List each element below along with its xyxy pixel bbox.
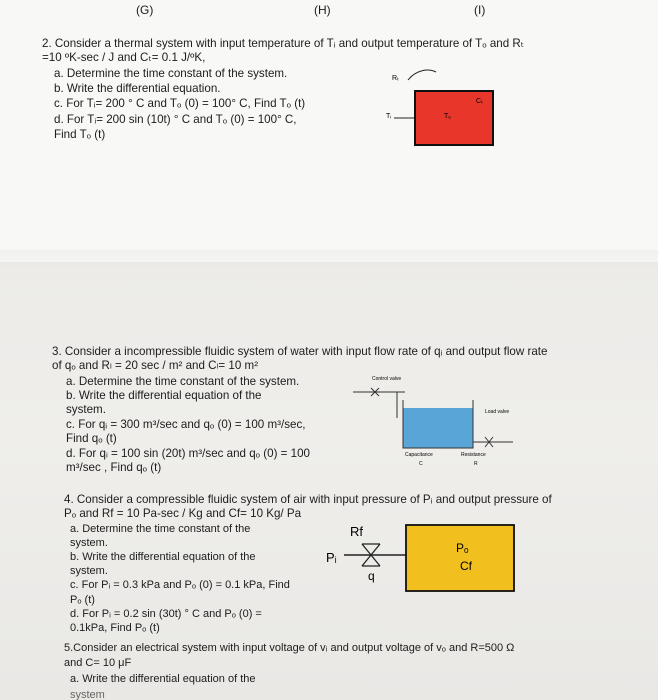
q5-part-a2: system — [70, 689, 105, 700]
ti-label: Tᵢ — [386, 113, 392, 120]
header-g: (G) — [136, 3, 154, 17]
q4-part-d1: d. For Pᵢ = 0.2 sin (30t) ° C and Pₒ (0) = — [70, 608, 262, 620]
header-h: (H) — [314, 3, 331, 17]
q4-part-c2: Pₒ (t) — [70, 594, 95, 606]
q4-part-d2: 0.1kPa, Find Pₒ (t) — [70, 622, 160, 634]
q4-part-b2: system. — [70, 565, 108, 577]
q3-line2: of qₒ and Rₗ = 20 sec / m² and Cₗ= 10 m² — [52, 359, 259, 372]
q3-part-b1: b. Write the differential equation of the — [66, 389, 262, 402]
to-label: Tₒ — [444, 113, 451, 120]
q2-part-a: a. Determine the time constant of the system. — [54, 67, 288, 80]
capacitance-symbol: C — [419, 461, 423, 467]
thermal-system-diagram — [380, 58, 520, 150]
q-label: q — [368, 569, 375, 583]
q3-line1: 3. Consider a incompressible fluidic system of water with input flow rate of qᵢ and output flow rate — [52, 345, 548, 358]
pi-label: Pᵢ — [326, 550, 337, 565]
air-vessel — [406, 525, 514, 591]
ct-label: Cₜ — [476, 98, 484, 105]
po-label: Pₒ — [456, 541, 469, 555]
q4-line2: Pₒ and Rf = 10 Pa-sec / Kg and Cf= 10 Kg/ Pa — [64, 507, 302, 520]
q4-part-c1: c. For Pᵢ = 0.3 kPa and Pₒ (0) = 0.1 kPa, Find — [70, 579, 290, 591]
control-valve-label: Control valve — [372, 376, 402, 382]
load-valve-label: Load valve — [485, 409, 510, 415]
rt-arrow — [408, 70, 436, 80]
cf-label: Cf — [460, 559, 472, 573]
q5-line1: 5.Consider an electrical system with input voltage of vᵢ and output voltage of vₒ and R=500 Ω — [64, 642, 515, 654]
capacitance-label: Capacitance — [405, 452, 433, 458]
q3-part-a: a. Determine the time constant of the system. — [66, 375, 300, 388]
q2-part-b: b. Write the differential equation. — [54, 82, 221, 95]
pneumatic-system-diagram — [320, 520, 520, 596]
q4-part-a1: a. Determine the time constant of the — [70, 523, 251, 535]
q2-line2: =10 ºK-sec / J and Cₜ= 0.1 J/ºK, — [42, 51, 206, 64]
fluid-tank-diagram — [335, 370, 525, 472]
header-i: (I) — [474, 3, 486, 17]
q4-part-b1: b. Write the differential equation of the — [70, 551, 256, 563]
q2-part-c: c. For Tᵢ= 200 ° C and Tₒ (0) = 100° C, Find Tₒ (t) — [54, 97, 306, 110]
rt-label: Rₜ — [392, 75, 400, 82]
q2-part-d2: Find Tₒ (t) — [54, 128, 106, 141]
q5-line2: and C= 10 μF — [64, 657, 132, 669]
page-fold-shadow — [0, 250, 658, 268]
q3-part-c2: Find qₒ (t) — [66, 432, 117, 445]
rf-label: Rf — [350, 524, 363, 539]
resistance-symbol: R — [474, 461, 478, 467]
tank-water — [403, 408, 473, 448]
q4-part-a2: system. — [70, 537, 108, 549]
q3-part-d2: m³/sec , Find qₒ (t) — [66, 461, 162, 474]
q3-part-b2: system. — [66, 403, 106, 416]
q4-line1: 4. Consider a compressible fluidic system of air with input pressure of Pᵢ and output pressure of — [64, 493, 552, 506]
resistance-label: Resistance — [461, 452, 486, 458]
q5-part-a: a. Write the differential equation of the — [70, 673, 256, 685]
q2-part-d1: d. For Tᵢ= 200 sin (10t) ° C and Tₒ (0) = 100° C, — [54, 113, 297, 126]
q3-part-c1: c. For qᵢ = 300 m³/sec and qₒ (0) = 100 m³/sec, — [66, 418, 306, 431]
q2-line1: 2. Consider a thermal system with input temperature of Tᵢ and output temperature of Tₒ and Rₜ — [42, 37, 525, 50]
q3-part-d1: d. For qᵢ = 100 sin (20t) m³/sec and qₒ (0) = 100 — [66, 447, 310, 460]
